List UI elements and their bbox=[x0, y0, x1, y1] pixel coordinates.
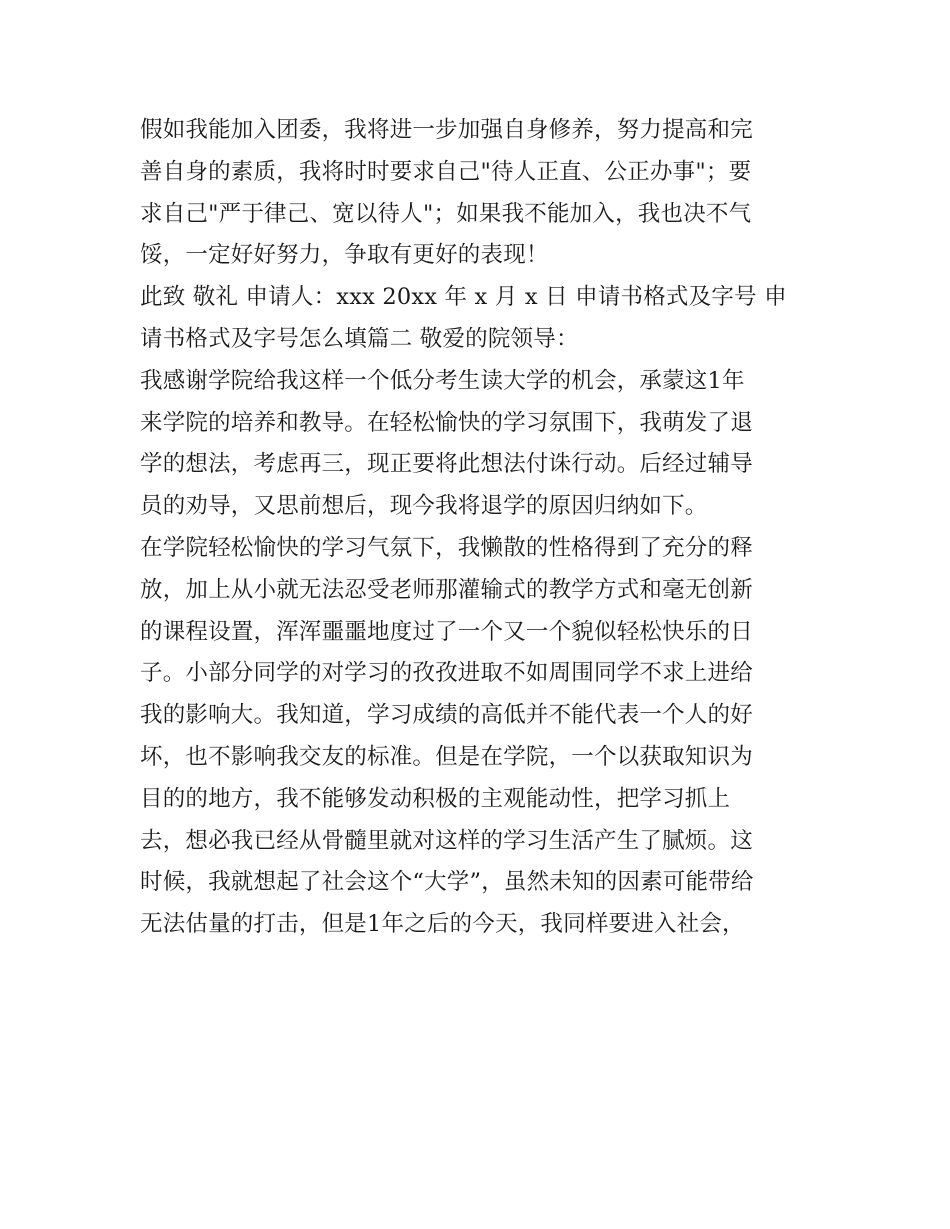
text-line: 假如我能加入团委，我将进一步加强自身修养，努力提高和完 bbox=[140, 117, 753, 143]
text-line: 放，加上从小就无法忍受老师那灌输式的教学方式和毫无创新 bbox=[140, 576, 753, 603]
text-line: 目的的地方，我不能够发动积极的主观能动性，把学习抓上 bbox=[140, 785, 731, 812]
text-line: 此致 敬礼 申请人：xxx 20xx 年 x 月 x 日 申请书格式及字号 申 bbox=[140, 284, 787, 311]
text-line: 员的劝导，又思前想后，现今我将退学的原因归纳如下。 bbox=[140, 493, 708, 520]
text-line: 馁，一定好好努力，争取有更好的表现！ bbox=[140, 242, 549, 269]
text-line: 子。小部分同学的对学习的孜孜进取不如周围同学不求上进给 bbox=[140, 660, 753, 687]
text-line: 在学院轻松愉快的学习气氛下，我懒散的性格得到了充分的释 bbox=[140, 534, 753, 561]
text-line: 无法估量的打击，但是1年之后的今天，我同样要进入社会， bbox=[140, 911, 745, 938]
text-line: 我感谢学院给我这样一个低分考生读大学的机会，承蒙这1年 bbox=[140, 367, 745, 394]
text-line: 请书格式及字号怎么填篇二 敬爱的院领导： bbox=[140, 325, 579, 352]
text-line: 我的影响大。我知道，学习成绩的高低并不能代表一个人的好 bbox=[140, 702, 753, 729]
text-line: 时候，我就想起了社会这个“大学”，虽然未知的因素可能带给 bbox=[140, 869, 754, 896]
text-line: 求自己"严于律己、宽以待人"；如果我不能加入，我也决不气 bbox=[140, 200, 752, 227]
text-line: 学的想法，考虑再三，现正要将此想法付诛行动。后经过辅导 bbox=[140, 451, 753, 478]
document-body bbox=[140, 110, 820, 946]
text-line: 来学院的培养和教导。在轻松愉快的学习氛围下，我萌发了退 bbox=[140, 409, 753, 436]
text-line: 的课程设置，浑浑噩噩地度过了一个又一个貌似轻松快乐的日 bbox=[140, 618, 753, 645]
text-line: 坏，也不影响我交友的标准。但是在学院，一个以获取知识为 bbox=[140, 743, 753, 770]
text-line: 去，想必我已经从骨髓里就对这样的学习生活产生了腻烦。这 bbox=[140, 827, 753, 854]
text-line: 善自身的素质，我将时时要求自己"待人正直、公正办事"；要 bbox=[140, 158, 752, 185]
